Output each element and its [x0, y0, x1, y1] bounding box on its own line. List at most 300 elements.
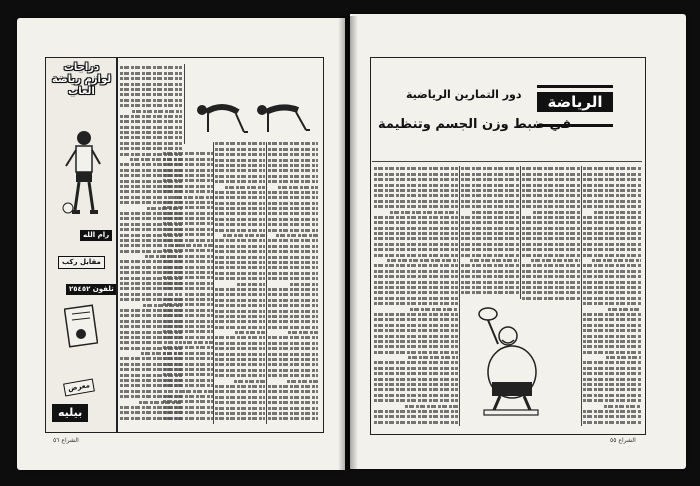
print-line [374, 383, 458, 386]
print-line [268, 288, 318, 291]
print-line [583, 248, 641, 251]
print-line [583, 324, 641, 327]
print-line [268, 175, 318, 178]
print-line [268, 180, 318, 183]
print-line [583, 329, 641, 332]
print-line [147, 207, 182, 210]
print-line [374, 248, 458, 251]
print-line [522, 232, 580, 235]
print-line [268, 304, 318, 307]
print-line [533, 211, 580, 214]
print-line [215, 315, 265, 318]
print-line [120, 212, 182, 215]
print-line [120, 347, 182, 350]
print-line [522, 221, 580, 224]
print-line [461, 173, 519, 176]
print-line [120, 417, 182, 420]
print-line [215, 256, 265, 259]
print-line [145, 255, 182, 258]
print-line [583, 184, 641, 187]
print-line [374, 200, 458, 203]
headline-rule [372, 161, 642, 162]
print-line [237, 283, 266, 286]
print-line [268, 256, 318, 259]
print-line [120, 363, 182, 366]
exercise-figure-icon [188, 96, 314, 140]
print-line [374, 421, 458, 424]
print-line [461, 275, 519, 278]
print-line [268, 261, 318, 264]
print-line [120, 384, 182, 387]
print-line [374, 302, 458, 305]
right-col-rule-3 [459, 166, 460, 426]
print-line [522, 264, 580, 267]
print-line [215, 336, 265, 339]
print-line [583, 264, 641, 267]
print-line [120, 136, 182, 139]
print-line [461, 264, 519, 267]
print-line [120, 174, 182, 177]
print-line [522, 291, 580, 294]
ad-badge-showroom: معرض [63, 378, 95, 396]
print-line [522, 200, 580, 203]
print-line [120, 331, 182, 334]
print-line [120, 244, 182, 247]
print-line [522, 194, 580, 197]
print-line [268, 191, 318, 194]
print-line [120, 163, 182, 166]
print-line [143, 304, 182, 307]
print-line [374, 367, 458, 370]
print-line [374, 275, 458, 278]
print-line [268, 239, 318, 242]
print-line [374, 410, 458, 413]
print-line [268, 196, 318, 199]
print-line [268, 223, 318, 226]
print-line [215, 310, 265, 313]
print-line [120, 223, 182, 226]
print-line [522, 275, 580, 278]
print-line [215, 223, 265, 226]
print-line [215, 369, 265, 372]
print-line [461, 237, 519, 240]
print-line [215, 196, 265, 199]
print-line [592, 259, 641, 262]
print-line [120, 77, 182, 80]
print-line [374, 324, 458, 327]
print-line [522, 189, 580, 192]
print-line [120, 357, 182, 360]
print-line [120, 153, 182, 156]
print-line [583, 275, 641, 278]
print-line [120, 314, 182, 317]
print-line [583, 178, 641, 181]
left-col-1 [268, 140, 318, 425]
print-line [215, 159, 265, 162]
print-line [461, 205, 519, 208]
print-line [215, 218, 265, 221]
print-line [374, 388, 458, 391]
print-line [120, 341, 182, 344]
print-line [268, 218, 318, 221]
print-line [374, 173, 458, 176]
print-line [461, 216, 519, 219]
print-line [215, 239, 265, 242]
ad-headline-line2: لوازم رياضة [51, 74, 111, 85]
print-line [583, 254, 641, 257]
print-line [268, 385, 318, 388]
print-line [215, 169, 265, 172]
print-line [268, 148, 318, 151]
print-line [374, 281, 458, 284]
print-line [268, 212, 318, 215]
print-line [461, 194, 519, 197]
print-line [215, 272, 265, 275]
print-line [461, 270, 519, 273]
print-line [278, 186, 319, 189]
print-line [268, 320, 318, 323]
weightlifter-cartoon-icon [466, 300, 550, 420]
print-line [268, 342, 318, 345]
print-line [461, 200, 519, 203]
print-line [120, 180, 182, 183]
print-line [120, 115, 182, 118]
print-line [268, 277, 318, 280]
print-line [215, 320, 265, 323]
print-line [405, 405, 458, 408]
print-line [215, 293, 265, 296]
print-line [374, 351, 458, 354]
print-line [522, 178, 580, 181]
print-line [120, 228, 182, 231]
print-line [583, 243, 641, 246]
article-headline-line1: دور التمارين الرياضية [406, 88, 522, 101]
print-line [120, 66, 182, 69]
print-line [235, 331, 265, 334]
print-line [472, 211, 519, 214]
print-line [268, 407, 318, 410]
print-line [583, 340, 641, 343]
print-line [583, 270, 641, 273]
print-line [120, 282, 182, 285]
print-line [268, 353, 318, 356]
print-line [583, 345, 641, 348]
print-line [583, 189, 641, 192]
print-line [120, 72, 182, 75]
print-line [408, 356, 458, 359]
print-line [120, 406, 182, 409]
ad-brand-name: بيليه [52, 404, 88, 422]
print-line [120, 250, 182, 253]
print-line [120, 83, 182, 86]
print-line [583, 302, 641, 305]
print-line [374, 221, 458, 224]
print-line [225, 186, 266, 189]
print-line [583, 237, 641, 240]
print-line [268, 159, 318, 162]
print-line [215, 261, 265, 264]
ad-badge-city: رام الله [80, 230, 112, 241]
print-line [470, 259, 519, 262]
print-line [268, 326, 318, 329]
print-line [374, 264, 458, 267]
print-line [268, 207, 318, 210]
print-line [374, 189, 458, 192]
print-line [374, 297, 458, 300]
print-line [374, 167, 458, 170]
print-line [583, 221, 641, 224]
print-line [120, 260, 182, 263]
print-line [583, 216, 641, 219]
print-line [461, 184, 519, 187]
print-line [132, 110, 182, 113]
print-line [120, 271, 182, 274]
print-line [522, 184, 580, 187]
print-line [374, 394, 458, 397]
print-line [120, 131, 182, 134]
left-col-rule-2 [213, 142, 214, 424]
print-line [268, 358, 318, 361]
print-line [120, 320, 182, 323]
print-line [215, 148, 265, 151]
print-line [583, 313, 641, 316]
print-line [374, 313, 458, 316]
print-line [374, 216, 458, 219]
print-line [268, 272, 318, 275]
print-line [215, 407, 265, 410]
print-line [583, 291, 641, 294]
print-line [374, 286, 458, 289]
print-line [374, 243, 458, 246]
print-line [215, 266, 265, 269]
print-line [215, 153, 265, 156]
print-line [268, 363, 318, 366]
print-line [215, 401, 265, 404]
print-line [120, 169, 182, 172]
print-line [583, 297, 641, 300]
print-line [120, 217, 182, 220]
product-box-icon [64, 304, 98, 348]
print-line [522, 248, 580, 251]
print-line [268, 153, 318, 156]
print-line [290, 283, 319, 286]
print-line [215, 212, 265, 215]
ad-headline [48, 62, 115, 98]
print-line [183, 341, 213, 344]
print-line [461, 291, 519, 294]
print-line [522, 254, 580, 257]
print-line [583, 415, 641, 418]
print-line [461, 189, 519, 192]
print-line [606, 356, 641, 359]
print-line [374, 372, 458, 375]
print-line [374, 415, 458, 418]
print-line [461, 167, 519, 170]
print-line [583, 399, 641, 402]
print-line [583, 167, 641, 170]
print-line [215, 417, 265, 420]
print-line [120, 390, 182, 393]
print-line [141, 352, 182, 355]
print-line [268, 202, 318, 205]
print-line [215, 385, 265, 388]
print-line [583, 361, 641, 364]
print-line [522, 167, 580, 170]
print-line [461, 243, 519, 246]
print-line [215, 353, 265, 356]
print-line [594, 211, 641, 214]
print-line [215, 396, 265, 399]
print-line [387, 259, 458, 262]
print-line [390, 211, 458, 214]
print-line [461, 248, 519, 251]
print-line [583, 318, 641, 321]
print-line [120, 293, 182, 296]
print-line [120, 395, 182, 398]
print-line [583, 410, 641, 413]
print-line [583, 421, 641, 424]
print-line [182, 390, 214, 393]
print-line [120, 234, 182, 237]
print-line [522, 286, 580, 289]
print-line [461, 281, 519, 284]
print-line [583, 194, 641, 197]
print-line [374, 237, 458, 240]
print-line [374, 178, 458, 181]
print-line [522, 243, 580, 246]
print-line [583, 388, 641, 391]
print-line [522, 205, 580, 208]
print-line [215, 164, 265, 167]
print-line [215, 142, 265, 145]
print-line [604, 405, 641, 408]
print-line [583, 173, 641, 176]
print-line [268, 299, 318, 302]
print-line [374, 361, 458, 364]
print-line [120, 104, 182, 107]
right-folio: الشراع ٥٥ [610, 437, 636, 444]
print-line [583, 394, 641, 397]
print-line [531, 259, 580, 262]
print-line [522, 173, 580, 176]
print-line [185, 293, 214, 296]
print-line [215, 304, 265, 307]
print-line [215, 412, 265, 415]
print-line [120, 142, 182, 145]
print-line [522, 281, 580, 284]
print-line [583, 227, 641, 230]
right-col-4 [374, 165, 458, 427]
sports-store-ad [45, 57, 118, 433]
print-line [215, 363, 265, 366]
print-line [215, 191, 265, 194]
print-line [120, 147, 182, 150]
right-col-2 [522, 165, 580, 300]
print-line [268, 390, 318, 393]
print-line [268, 412, 318, 415]
print-line [268, 396, 318, 399]
print-line [583, 383, 641, 386]
print-line [583, 200, 641, 203]
print-line [215, 299, 265, 302]
ad-badge-location: مقابل ركب [58, 256, 105, 269]
print-line [583, 286, 641, 289]
left-col-4 [120, 64, 182, 424]
print-line [268, 245, 318, 248]
print-line [461, 254, 519, 257]
print-line [461, 221, 519, 224]
print-line [268, 347, 318, 350]
left-col-rule-1 [266, 142, 267, 424]
print-line [120, 88, 182, 91]
print-line [215, 229, 265, 232]
print-line [287, 380, 319, 383]
print-line [120, 120, 182, 123]
print-line [120, 266, 182, 269]
print-line [120, 368, 182, 371]
print-line [522, 270, 580, 273]
print-line [583, 372, 641, 375]
soccer-player-icon [60, 128, 106, 218]
print-line [522, 237, 580, 240]
print-line [120, 93, 182, 96]
print-line [130, 158, 182, 161]
print-line [120, 196, 182, 199]
print-line [120, 277, 182, 280]
print-line [223, 234, 265, 237]
print-line [583, 351, 641, 354]
print-line [215, 180, 265, 183]
print-line [276, 234, 318, 237]
print-line [215, 374, 265, 377]
right-col-rule-1 [581, 166, 582, 426]
print-line [268, 401, 318, 404]
print-line [120, 374, 182, 377]
print-line [268, 293, 318, 296]
print-line [120, 411, 182, 414]
print-line [268, 266, 318, 269]
print-line [215, 342, 265, 345]
print-line [374, 194, 458, 197]
print-line [268, 336, 318, 339]
print-line [268, 229, 318, 232]
print-line [374, 270, 458, 273]
print-line [215, 358, 265, 361]
print-line [215, 250, 265, 253]
ad-headline-line3: العاب [68, 86, 95, 97]
print-line [215, 288, 265, 291]
print-line [461, 286, 519, 289]
print-line [374, 232, 458, 235]
spine-shadow [338, 16, 358, 470]
print-line [583, 205, 641, 208]
print-line [268, 310, 318, 313]
print-line [120, 379, 182, 382]
print-line [288, 331, 318, 334]
print-line [120, 336, 182, 339]
print-line [120, 298, 182, 301]
print-line [120, 201, 182, 204]
soccer-ball-icon [63, 203, 73, 213]
print-line [374, 291, 458, 294]
print-line [522, 216, 580, 219]
print-line [268, 315, 318, 318]
left-col-2 [215, 140, 265, 425]
print-line [374, 205, 458, 208]
print-line [374, 340, 458, 343]
print-line [374, 184, 458, 187]
print-line [374, 329, 458, 332]
